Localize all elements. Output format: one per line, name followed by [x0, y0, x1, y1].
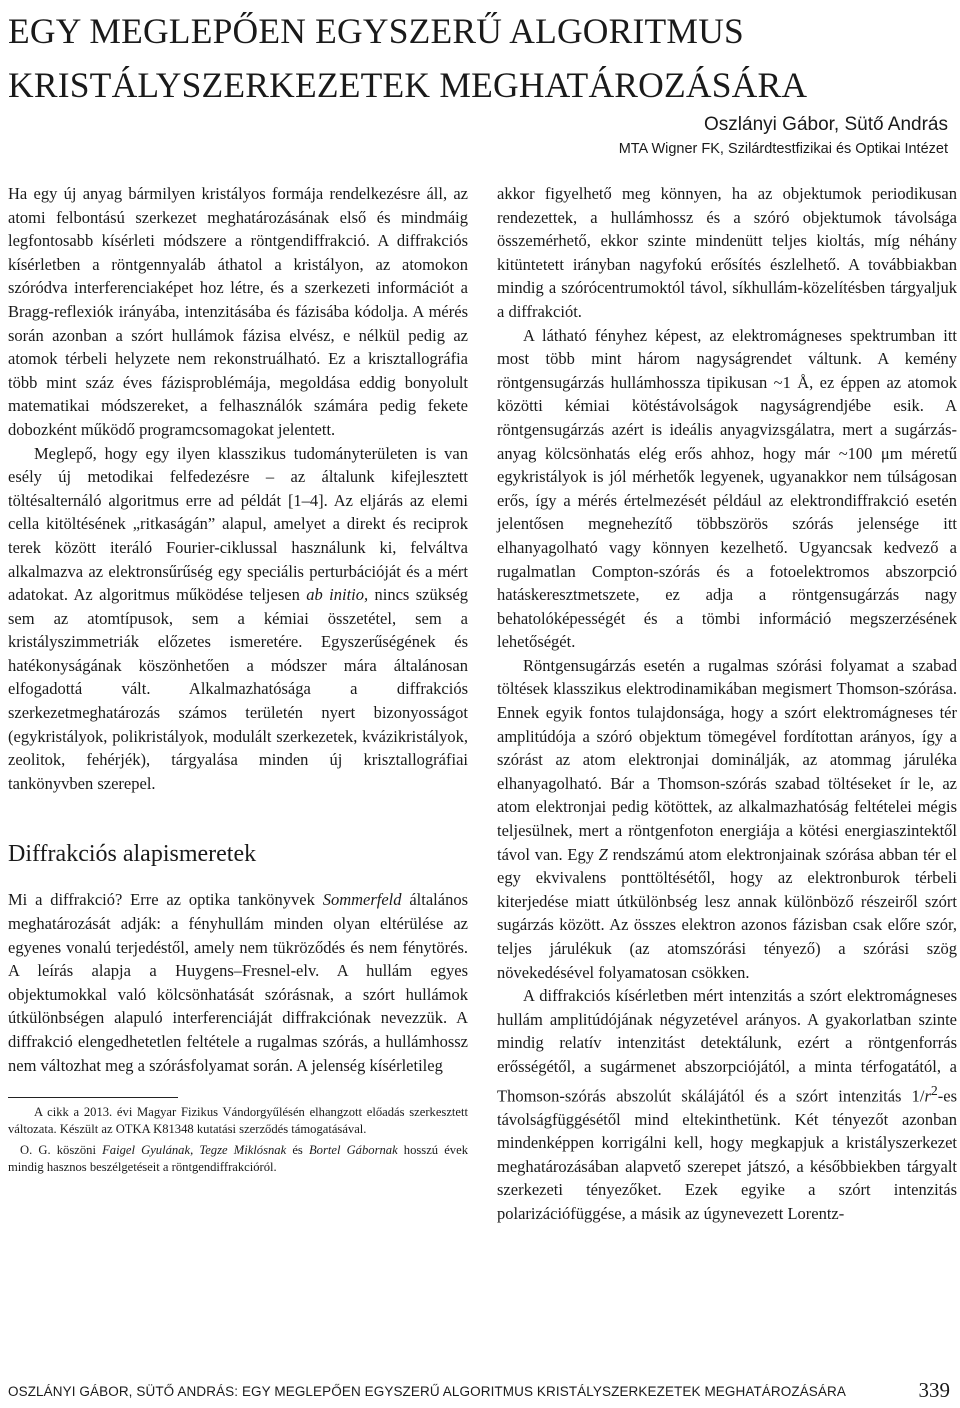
- footnote-2: [8, 1142, 468, 1176]
- paragraph-thomson-text-a: Röntgensugárzás esetén a rugalmas szórási folyamat a szabad töltések klasszikus elektrodinamikában megismert Thomson-szórása. Ennek egyik fontos tulajdonsága, hogy a szórt elektromágneses tér amplitúdója a szóró objektum tömegével fordítottan arányos, így a szórást az atom elektronjai dominálják, az atommag járuléka elhanyagolható. Bár a Thomson-szórás szabad töltéseket ír le, az atom elektronjai pedig kötöttek, az alkalmazhatóság feltételei mégis teljesülnek, mert a röntgenfoton energiája a kötési energiaszintektől távol van. Egy: [497, 655, 957, 864]
- paragraph-observation: akkor figyelhető meg könnyen, ha az objektumok periodikusan rendezettek, a hullámhossz és a szóró objektumok távolsága összemérhető, ekkor szinte mindenütt teljes kioltás, míg néhány kitüntetett irányban nagyfokú erősítés észlelhető. A továbbiakban mindig a szórócentrumoktól távol, síkhullám-közelítésben tárgyaljuk a diffrakciót.: [497, 184, 957, 321]
- paragraph-diffraction-text-b: általános meghatározását adják: a fényhullám minden olyan eltérülése az egyenes vonalú terjedéstől, amely nem tükröződés és nem fénytörés. A leírás alapja a Huygens–Fresnel-elv. A hullám egyes objektumokkal való kölcsönhatását szórásnak, a szórt hullámok útkülönbségen alapuló interferenciáját diffrakciónak nevezzük. A diffrakció elengedhetetlen feltétele a rugalmas szórás, a hullámhossz nem változhat meg a szórásfolyamat során. A jelenség kísérletileg: [8, 890, 468, 1075]
- footnote-2-italic-2: Tegze Miklósnak: [199, 1142, 287, 1157]
- paragraph-thomson-italic: Z: [598, 844, 608, 864]
- right-column: [497, 182, 957, 1226]
- footnote-1: A cikk a 2013. évi Magyar Fizikus Vándorgyűlésén elhangzott előadás szerkesztett változata. Készült az OTKA K81348 kutatási szerződés támogatásával.: [8, 1105, 468, 1136]
- title-line-2: KRISTÁLYSZERKEZETEK MEGHATÁROZÁSÁRA: [8, 65, 808, 105]
- footnote-2-italic-3: Bortel Gábornak: [308, 1142, 398, 1157]
- paragraph-algorithm-text-a: Meglepő, hogy egy ilyen klasszikus tudományterületen is van esély új metodikai felfedezésre – az általunk kifejlesztett töltésalternáló algoritmus erre ad példát [1–4]. Az eljárás az elemi cella kitöltésének „ritkaságán” alapul, amelyet a direkt és reciprok terek között iteráló Fourier-ciklussal használunk ki, felváltva alkalmazva az elektronsűrűség egy speciális perturbációját és a mért adatokat. Az algoritmus működése teljesen: [8, 443, 468, 605]
- paragraph-intro: Ha egy új anyag bármilyen kristályos formája rendelkezésre áll, az atomi felbontású szerkezet meghatározásának első és mindmáig legfontosabb kísérleti módszere a röntgendiffrakció. A diffrakciós kísérletben a röntgennyaláb áthatol a kristályon, az atomokon szóródva interferenciaképet hoz létre, és a szerkezeti információt a Bragg-reflexiók irányába, intenzitásába és fázisába kódolja. A mérés során azonban a szórt hullámok fázisa elvész, e nélkül pedig az atomok térbeli helyzete nem rekonstruálható. Ez a krisztallográfia több mint száz éves fázisproblémája, megoldása eddig bonyolult matematikai módszereket, a felhasználók számára pedig fekete dobozként működő programcsomagokat jelentett.: [8, 184, 468, 439]
- paragraph-diffraction-italic: Sommerfeld: [322, 890, 402, 910]
- paragraph-algorithm: [8, 442, 468, 796]
- page-footer: [8, 1378, 952, 1404]
- paragraph-algorithm-italic: ab initio,: [306, 585, 369, 605]
- paragraph-thomson-text-b: rendszámú atom elektronjainak szórása abban tér el egy ekvivalens ponttöltésétől, hogy az elektronburok térbeli kiterjedése miatt útkülönbség lesz annak különböző részeiről szórt sugárzás között. Az összes elektron azonos fázisban csak előre szór, teljes járulékuk (az atomszórási tényező) a szórási szög növekedésével folyamatosan csökken.: [497, 844, 957, 982]
- page-number: 339: [918, 1378, 950, 1402]
- paragraph-intensity-text-a: A diffrakciós kísérletben mért intenzitás a szórt elektromágneses hullám amplitúdójának négyzetével arányos. A gyakorlatban szinte mindig relatív intenzitást detektálunk, ezért a röntgenforrás erősségétől, a sugármenet abszorpciójától, a minta térfogatától, a Thomson-szórás abszolút skálájától és a szórt intenzitás 1/: [497, 986, 957, 1106]
- paragraph-thomson: [497, 654, 957, 984]
- article-title: [8, 4, 952, 112]
- paragraph-algorithm-text-b: nincs szükség sem az atomtípusok, sem a kémiai összetétel, sem a kristályszimmetriák előzetes ismeretére. Egyszerűségének és hatékonyságának köszönhetően a módszer mára általánosan elfogadottá vált. Alkalmazhatósága a diffrakciós szerkezetmeghatározás számos területén nyert bizonyosságot (egykristályok, polikristályok, modulált szerkezetek, kvázikristályok, zeolitok, fehérjék), tárgyalása minden új krisztallográfiai tankönyvben szerepel.: [8, 585, 469, 793]
- title-line-1: EGY MEGLEPŐEN EGYSZERŰ ALGORITMUS: [8, 11, 744, 51]
- author-names: Oszlányi Gábor, Sütő András: [704, 114, 948, 135]
- left-column: [8, 182, 468, 1175]
- paragraph-intensity-superscript: 2: [930, 1082, 938, 1098]
- section-heading: Diffrakciós alapismeretek: [8, 841, 257, 868]
- footnote-rule: [8, 1097, 178, 1098]
- paragraph-intensity-text-b: -es távolságfüggésétől mind eltekinthetünk. Két tényezőt azonban mindenképpen korrigálni kell, hogy megkapjuk a kristályszerkezet meghatározásában alapvető szerepet játszó, a későbbiekben tárgyalt szerkezeti tényezőket. Ezek egyike a szórt intenzitás polarizációfüggése, a másik az úgynevezett Lorentz-: [497, 1086, 957, 1224]
- running-head: OSZLÁNYI GÁBOR, SÜTŐ ANDRÁS: EGY MEGLEPŐEN EGYSZERŰ ALGORITMUS KRISTÁLYSZERKEZETEK MEGHATÁROZÁSÁRA: [8, 1384, 846, 1399]
- paragraph-diffraction-text-a: Mi a diffrakció? Erre az optika tankönyvek: [8, 890, 323, 910]
- footnote-2-text-d: hosszú évek mindig hasznos beszélgetéseit a röntgendiffrakcióról.: [8, 1142, 468, 1174]
- footnote-2-text-c: és: [286, 1142, 309, 1157]
- footnote-2-text-a: O. G. köszöni: [20, 1142, 103, 1157]
- paragraph-intensity-italic-r: r: [924, 1086, 931, 1106]
- footnote-2-italic-1: Faigel Gyulának,: [102, 1142, 194, 1157]
- author-institution: MTA Wigner FK, Szilárdtestfizikai és Optikai Intézet: [618, 141, 948, 157]
- paragraph-xray-spectrum: A látható fényhez képest, az elektromágneses spektrumban itt most több mint három nagyságrendet váltunk. A kemény röntgensugárzás hullámhossza tipikusan ~1 Å, ez éppen az atomok közötti kémiai kötéstávolságok nagyságrendjébe esik. A röntgensugárzás azért is ideális anyagvizsgálatra, mert a sugárzás-anyag kölcsönhatás elég erős ahhoz, hogy már ~100 μm méretű egykristályok is jól mérhetők legyenek, ugyanakkor nem túlságosan erős, így a mérés értelmezését például az elektrondiffrakció esetén jelentősen megnehezítő többszörös szórás jelensége itt elhanyagolható vagy könnyen kezelhető. Ugyancsak kedvező a rugalmatlan Compton-szórás és a fotoelektromos abszorpció hatáskeresztmetszete, ez adja a röntgensugárzás nagy behatolóképességét és a tömbi információ megszerzésének lehetőségét.: [497, 325, 957, 652]
- paragraph-diffraction-definition: [8, 888, 468, 1077]
- paragraph-intensity: [497, 984, 957, 1225]
- author-block: [619, 112, 948, 160]
